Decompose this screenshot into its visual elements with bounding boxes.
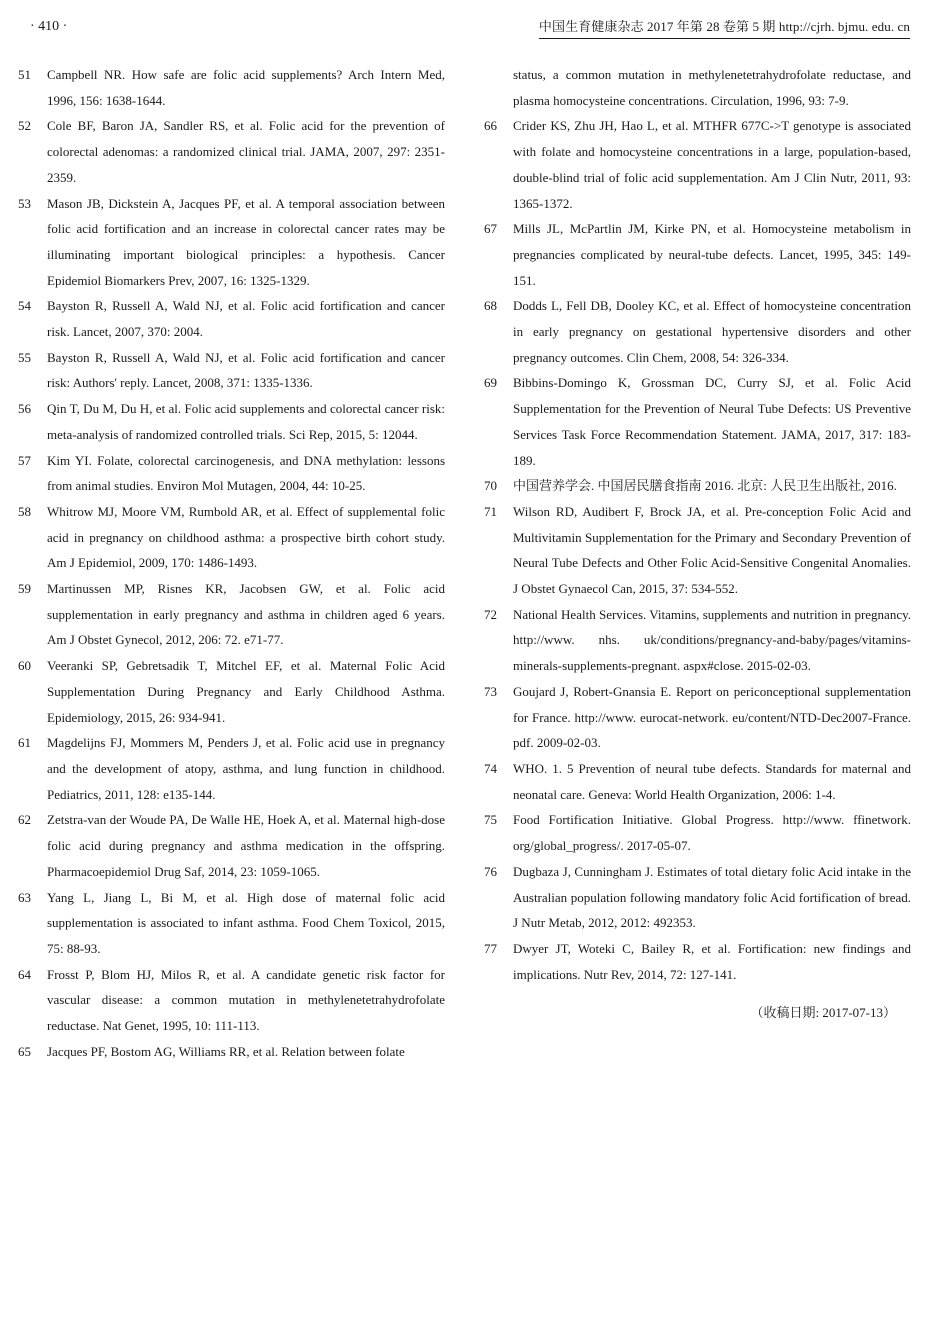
reference-item (18, 576, 445, 653)
reference-item (484, 473, 911, 499)
reference-number: 55 (18, 349, 31, 365)
reference-text: Mason JB, Dickstein A, Jacques PF, et al. A temporal association between folic acid fortification and an increase in colorectal cancer rates may be illuminating important biological principles: a hypothesis. Cancer Epidemiol Biomarkers Prev, 2007, 16: 1325-1329. (47, 195, 445, 288)
reference-number: 67 (484, 221, 497, 237)
reference-number: 76 (484, 863, 497, 879)
reference-text: Cole BF, Baron JA, Sandler RS, et al. Folic acid for the prevention of colorectal adenomas: a randomized clinical trial. JAMA, 2007, 297: 2351-2359. (47, 118, 445, 185)
reference-text: Dugbaza J, Cunningham J. Estimates of total dietary folic Acid intake in the Australian population following mandatory folic Acid fortification of bread. J Nutr Metab, 2012, 2012: 492353. (513, 863, 911, 931)
reference-item (18, 62, 445, 113)
left-column (18, 62, 445, 1064)
reference-number: 53 (18, 195, 31, 211)
reference-item (484, 216, 911, 293)
reference-number: 60 (18, 658, 31, 674)
reference-item (484, 756, 911, 807)
reference-text: Wilson RD, Audibert F, Brock JA, et al. Pre-conception Folic Acid and Multivitamin Supplementation for the Primary and Secondary Prevention of Neural Tube Defects and Other Folic Acid-Sensitive Congenital Anomalies. J Obstet Gynaecol Can, 2015, 37: 534-552. (513, 503, 911, 597)
reference-text: Campbell NR. How safe are folic acid supplements? Arch Intern Med, 1996, 156: 1638-1644. (47, 67, 445, 108)
reference-item (484, 499, 911, 602)
page-header (18, 16, 910, 38)
reference-number: 59 (18, 581, 31, 597)
reference-number: 73 (484, 683, 497, 699)
reference-item (484, 293, 911, 370)
reference-number: 74 (484, 760, 497, 776)
reference-text: Magdelijns FJ, Mommers M, Penders J, et al. Folic acid use in pregnancy and the development of atopy, asthma, and lung function in childhood. Pediatrics, 2011, 128: e135-144. (47, 735, 445, 802)
reference-text: Jacques PF, Bostom AG, Williams RR, et al. Relation between folate (47, 1043, 405, 1059)
reference-text: Mills JL, McPartlin JM, Kirke PN, et al. Homocysteine metabolism in pregnancies complicated by neural-tube defects. Lancet, 1995, 345: 149-151. (513, 221, 911, 288)
reference-item (18, 1039, 445, 1065)
reference-item (18, 885, 445, 962)
reference-text: Crider KS, Zhu JH, Hao L, et al. MTHFR 677C->T genotype is associated with folate and homocysteine concentrations in a large, population-based, double-blind trial of folic acid supplementation. Am J Clin Nutr, 2011, 93: 1365-1372. (513, 118, 911, 211)
reference-text: Food Fortification Initiative. Global Progress. http://www. ffinetwork. org/global_progress/. 2017-05-07. (513, 812, 911, 854)
reference-item (18, 730, 445, 807)
reference-item (18, 962, 445, 1039)
page-number: · 410 · (30, 19, 68, 34)
reference-number: 72 (484, 606, 497, 622)
reference-text: Dwyer JT, Woteki C, Bailey R, et al. Fortification: new findings and implications. Nutr Rev, 2014, 72: 127-141. (513, 940, 911, 982)
reference-number: 68 (484, 298, 497, 314)
reference-item (484, 807, 911, 858)
right-column (484, 62, 911, 1024)
reference-number: 54 (18, 298, 31, 314)
reference-number: 69 (484, 375, 497, 391)
reference-item (18, 448, 445, 499)
reference-text: Whitrow MJ, Moore VM, Rumbold AR, et al. Effect of supplemental folic acid in pregnancy on childhood asthma: a prospective birth cohort study. Am J Epidemiol, 2009, 170: 1486-1493. (47, 503, 445, 571)
reference-item (18, 807, 445, 884)
reference-text: Frosst P, Blom HJ, Milos R, et al. A candidate genetic risk factor for vascular disease: a common mutation in methylenetetrahydrofolate reductase. Nat Genet, 1995, 10: 111-113. (47, 966, 445, 1034)
reference-number: 56 (18, 401, 31, 417)
reference-text: Goujard J, Robert-Gnansia E. Report on periconceptional supplementation for France. http://www. eurocat-network. eu/content/NTD-Dec2007-France. pdf. 2009-02-03. (513, 683, 911, 751)
reference-text: WHO. 1. 5 Prevention of neural tube defects. Standards for maternal and neonatal care. Geneva: World Health Organization, 2006: 1-4. (513, 760, 911, 802)
reference-item (484, 602, 911, 679)
reference-item (18, 113, 445, 190)
reference-number: 75 (484, 812, 497, 828)
reference-text: Kim YI. Folate, colorectal carcinogenesis, and DNA methylation: lessons from animal studies. Environ Mol Mutagen, 2004, 44: 10-25. (47, 452, 445, 494)
reference-number: 66 (484, 118, 497, 134)
received-date: （收稿日期: 2017-07-13） (750, 1005, 896, 1021)
reference-item (18, 345, 445, 396)
reference-number: 58 (18, 503, 31, 519)
journal-info: 中国生育健康杂志 2017 年第 28 卷第 5 期 http://cjrh. bjmu. edu. cn (539, 16, 910, 39)
reference-number: 57 (18, 452, 31, 468)
reference-text: Zetstra-van der Woude PA, De Walle HE, Hoek A, et al. Maternal high-dose folic acid during pregnancy and asthma medication in the offspring. Pharmacoepidemiol Drug Saf, 2014, 23: 1059-1065. (47, 812, 445, 879)
reference-item (18, 653, 445, 730)
reference-text: National Health Services. Vitamins, supplements and nutrition in pregnancy. http://www. nhs. uk/conditions/pregnancy-and-baby/pages/vitamins-minerals-supplements-pregnant. aspx#close. 2015-02-03. (513, 606, 911, 674)
reference-text: 中国营养学会. 中国居民膳食指南 2016. 北京: 人民卫生出版社, 2016. (513, 478, 897, 494)
reference-text: status, a common mutation in methylenetetrahydrofolate reductase, and plasma homocysteine concentrations. Circulation, 1996, 93: 7-9. (513, 67, 911, 108)
reference-number: 64 (18, 966, 31, 982)
reference-item (18, 293, 445, 344)
reference-number: 51 (18, 67, 31, 82)
reference-text: Bayston R, Russell A, Wald NJ, et al. Folic acid fortification and cancer risk. Lancet, 2007, 370: 2004. (47, 298, 445, 340)
reference-item (18, 191, 445, 294)
reference-number: 52 (18, 118, 31, 134)
reference-item (484, 113, 911, 216)
reference-number: 62 (18, 812, 31, 828)
reference-text: Bayston R, Russell A, Wald NJ, et al. Folic acid fortification and cancer risk: Authors' reply. Lancet, 2008, 371: 1335-1336. (47, 349, 445, 391)
reference-item (484, 679, 911, 756)
reference-item (18, 396, 445, 447)
reference-number: 63 (18, 889, 31, 905)
reference-item (484, 859, 911, 936)
reference-text: Veeranki SP, Gebretsadik T, Mitchel EF, et al. Maternal Folic Acid Supplementation During Pregnancy and Early Childhood Asthma. Epidemiology, 2015, 26: 934-941. (47, 658, 445, 725)
reference-text: Dodds L, Fell DB, Dooley KC, et al. Effect of homocysteine concentration in early pregnancy on gestational hypertensive disorders and other pregnancy outcomes. Clin Chem, 2008, 54: 326-334. (513, 298, 911, 365)
reference-text: Qin T, Du M, Du H, et al. Folic acid supplements and colorectal cancer risk: meta-analysis of randomized controlled trials. Sci Rep, 2015, 5: 12044. (47, 401, 445, 442)
reference-number: 70 (484, 478, 497, 494)
reference-item (18, 499, 445, 576)
reference-number: 71 (484, 503, 497, 519)
reference-text: Yang L, Jiang L, Bi M, et al. High dose of maternal folic acid supplementation is associated to infant asthma. Food Chem Toxicol, 2015, 75: 88-93. (47, 889, 445, 956)
reference-item (484, 936, 911, 987)
reference-item (484, 370, 911, 473)
reference-text: Martinussen MP, Risnes KR, Jacobsen GW, et al. Folic acid supplementation in early pregnancy and asthma in children aged 6 years. Am J Obstet Gynecol, 2012, 206: 72. e71-77. (47, 581, 445, 648)
reference-text: Bibbins-Domingo K, Grossman DC, Curry SJ, et al. Folic Acid Supplementation for the Prevention of Neural Tube Defects: US Preventive Services Task Force Recommendation Statement. JAMA, 2017, 317: 183-189. (513, 375, 911, 468)
reference-number: 65 (18, 1043, 31, 1059)
reference-number: 61 (18, 735, 31, 751)
reference-number: 77 (484, 940, 497, 956)
right-reference-list (484, 113, 911, 987)
reference-continuation (484, 62, 911, 113)
